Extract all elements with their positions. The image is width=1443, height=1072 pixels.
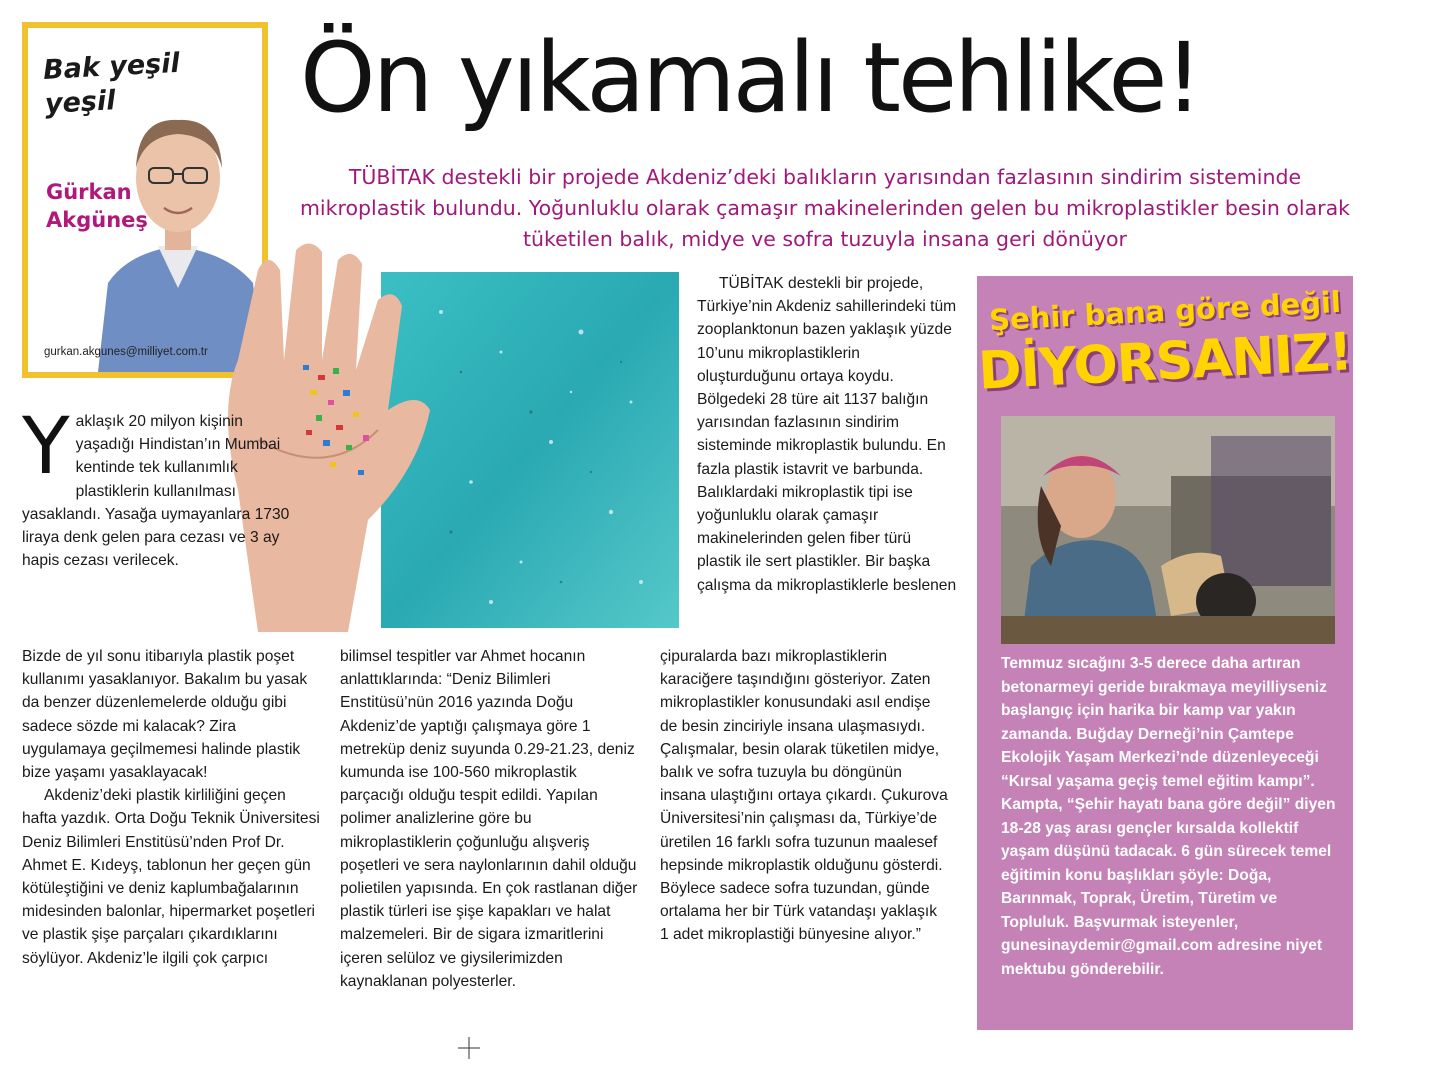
camp-photo bbox=[1001, 416, 1335, 644]
dropcap: Y bbox=[22, 402, 70, 492]
author-email: gurkan.akgunes@milliyet.com.tr bbox=[44, 346, 208, 358]
column-name: Bak yeşil yeşil bbox=[42, 47, 181, 120]
sidebar-box bbox=[977, 276, 1353, 1030]
sidebar-text: Temmuz sıcağını 3-5 derece daha artıran betonarmeyi geride bırakmaya meyilliyseniz başlangıç için harika bir kamp var yakın zamanda. Buğday Derneği’nin Çamtepe Ekolojik Yaşam Merkezi’nde düzenleyeceği “Kırsal yaşama geçiş temel eğitim kampı”. Kampta, “Şehir hayatı bana göre değil” diyen 18-28 yaş arası gençler kırsalda kollektif yaşam düşünü tadacak. 6 gün sürecek temel eğitimin konu başlıkları şöyle: Doğa, Barınmak, Toprak, Üretim, Türetim ve Topluluk. Başvurmak isteyenler, gunesinaydemir@gmail.com adresine niyet mektubu gönderebilir. bbox=[1001, 655, 1336, 978]
article-paragraph: Akdeniz’deki plastik kirliliğini geçen hafta yazdık. Orta Doğu Teknik Üniversitesi Deniz Bilimleri Enstitüsü’nden Prof Dr. Ahmet E. Kıdeyş, tablonun her geçen gün kötüleştiğini ve deniz kaplumbağalarının midesinden balonlar, hipermarket poşetleri ve plastik şişe parçaları çıkardıklarını söylüyor. Akdeniz’le ilgili çok çarpıcı bbox=[22, 787, 320, 967]
article-paragraph: aklaşık 20 milyon kişinin yaşadığı Hindistan’ın Mumbai kentinde tek kullanımlık plastiklerin kullanılması yasaklandı. Yasağa uymayanlara 1730 liraya denk gelen para cezası ve 3 ay hapis cezası verilecek. bbox=[22, 413, 290, 570]
sidebar-title-emphasis: DİYORSANIZ! bbox=[976, 322, 1354, 402]
registration-mark-icon bbox=[456, 1035, 482, 1061]
subheadline: TÜBİTAK destekli bir projede Akdeniz’deki balıkların yarısından fazlasının sindirim sisteminde mikroplastik bulundu. Yoğunluklu olarak çamaşır makinelerinden gelen bu mikroplastikler besin olarak tüketilen balık, midye ve sofra tuzuyla insana geri dönüyor bbox=[299, 165, 1351, 251]
article-column-1-intro bbox=[22, 402, 292, 572]
article-paragraph: bilimsel tespitler var Ahmet hocanın anlattıklarında: “Deniz Bilimleri Enstitüsü’nün 2016 yazında Doğu Akdeniz’de yaptığı çalışmaya göre 1 metreküp deniz suyunda 0.29-21.23, deniz kumunda ise 100-560 mikroplastik parçacığı olduğu tespit edildi. Yapılan polimer analizlerine göre bu mikroplastiklerin çoğunluğu alışveriş poşetleri ve sera naylonlarının dahil olduğu polietilen yapısında. En çok rastlanan diğer plastik türleri ise şişe kapakları ve halat malzemeleri. Bir de sigara izmaritlerini içeren selüloz ve giysilerimizden kaynaklanan polyesterler. bbox=[340, 648, 638, 990]
article-column-3-top bbox=[697, 272, 957, 597]
article-column-1 bbox=[22, 645, 322, 970]
article-paragraph: Bizde de yıl sonu itibarıyla plastik poşet kullanımı yasaklanıyor. Bakalım bu yasak da benzer düzenlemelerde olduğu gibi sadece sözde mi kalacak? Zira uygulamaya geçilmemesi halinde plastik bize yaşamı yasaklayacak! bbox=[22, 648, 308, 782]
sidebar-title: Şehir bana göre değil bbox=[988, 284, 1342, 338]
article-paragraph: çipuralarda bazı mikroplastiklerin karaciğere taşındığını gösteriyor. Zaten mikroplastikler konusundaki asıl endişe de besin zinciriyle insana ulaşmasıydı. Çalışmalar, besin olarak tüketilen midye, balık ve sofra tuzuyla bu döngünün insana ulaştığını ortaya çıkardı. Çukurova Üniversitesi’nin çalışması da, Türkiye’de üretilen 16 farklı sofra tuzunun maalesef hepsinde mikroplastik olduğunu gösterdi. Böylece sadece sofra tuzundan, günde ortalama her bir Türk vatandaşı yaklaşık 1 adet mikroplastiği bünyesine alıyor.” bbox=[660, 648, 948, 944]
article-column-3 bbox=[660, 645, 950, 947]
author-name: Gürkan Akgüneş bbox=[46, 180, 148, 232]
article-column-2 bbox=[340, 645, 640, 993]
article-paragraph: TÜBİTAK destekli bir projede, Türkiye’nin Akdeniz sahillerindeki tüm zooplanktonun bazen yaklaşık yüzde 10’unu mikroplastiklerin oluşturduğunu ortaya koydu. Bölgedeki 28 türe ait 1137 balığın yarısından fazlasının sindirim sisteminde mikroplastik bulundu. En fazla plastik istavrit ve barbunda. Balıklardaki mikroplastik tipi ise yoğunluklu olarak çamaşır makinelerinden gelen fiber türü plastik ile sert plastikler. Bir başka çalışma da mikroplastiklerle beslenen bbox=[697, 275, 957, 594]
headline: Ön yıkamalı tehlike! bbox=[300, 22, 1200, 134]
